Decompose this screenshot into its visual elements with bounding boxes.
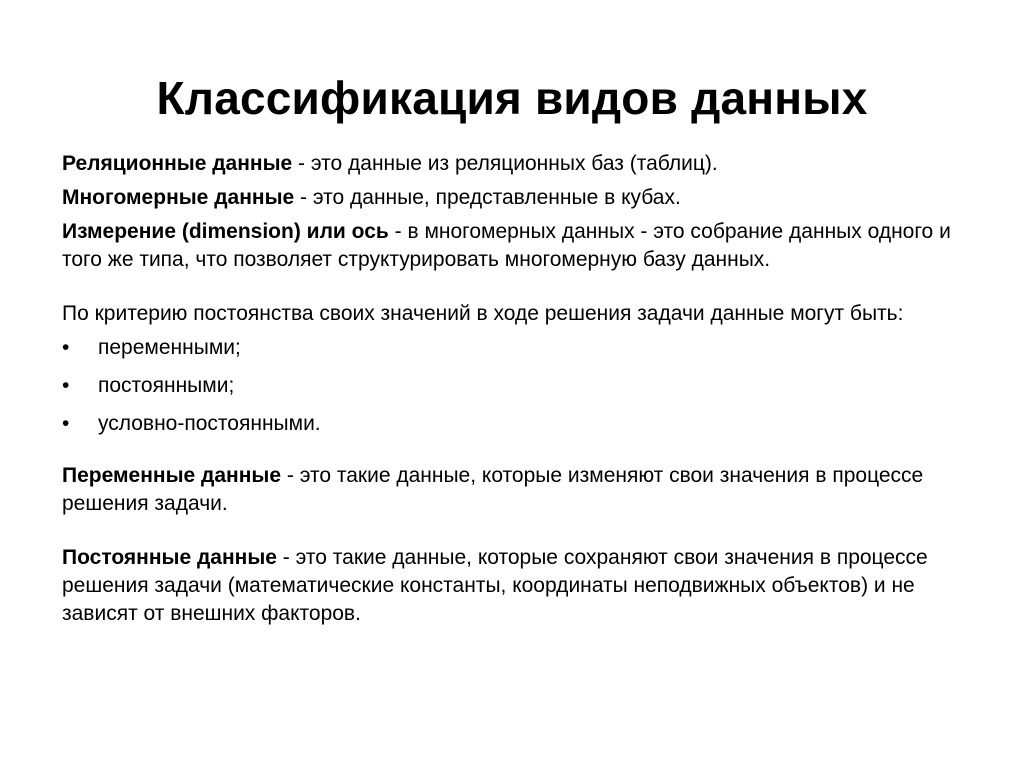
definition-constant-data <box>62 544 972 628</box>
list-item <box>62 410 972 438</box>
definition-multidimensional <box>62 184 972 212</box>
definition-text: - это такие данные, которые изменяют свои значения в процессе решения задачи. <box>62 464 924 515</box>
slide-body <box>62 150 972 628</box>
bullet-icon: • <box>62 412 70 435</box>
definition-dimension <box>62 218 972 274</box>
spacer <box>62 448 972 462</box>
definition-term: Измерение (dimension) или ось <box>62 220 389 243</box>
definition-text: - это данные, представленные в кубах. <box>294 186 681 209</box>
list-item <box>62 334 972 362</box>
criterion-intro: По критерию постоянства своих значений в ходе решения задачи данные могут быть: <box>62 302 904 325</box>
definition-term: Переменные данные <box>62 464 282 487</box>
bullet-icon: • <box>62 336 70 359</box>
definition-variable-data <box>62 462 972 518</box>
definition-term: Реляционные данные <box>62 152 293 175</box>
slide-title: Классификация видов данных <box>156 72 868 124</box>
bullet-icon: • <box>62 374 70 397</box>
list-item-label: условно-постоянными. <box>98 412 321 435</box>
definition-text: - это такие данные, которые сохраняют свои значения в процессе решения задачи (математические константы, координаты неподвижных объектов) и не зависят от внешних факторов. <box>62 546 928 625</box>
list-item-label: переменными; <box>98 336 241 359</box>
definition-text: - в многомерных данных - это собрание данных одного и того же типа, что позволяет структурировать многомерную базу данных. <box>62 220 951 271</box>
data-kinds-list <box>62 334 972 438</box>
definition-term: Многомерные данные <box>62 186 295 209</box>
list-item <box>62 372 972 400</box>
spacer <box>62 518 972 544</box>
definition-relational <box>62 150 972 178</box>
definition-text: - это данные из реляционных баз (таблиц). <box>292 152 718 175</box>
definition-term: Постоянные данные <box>62 546 277 569</box>
list-item-label: постоянными; <box>98 374 235 397</box>
spacer <box>62 274 972 300</box>
